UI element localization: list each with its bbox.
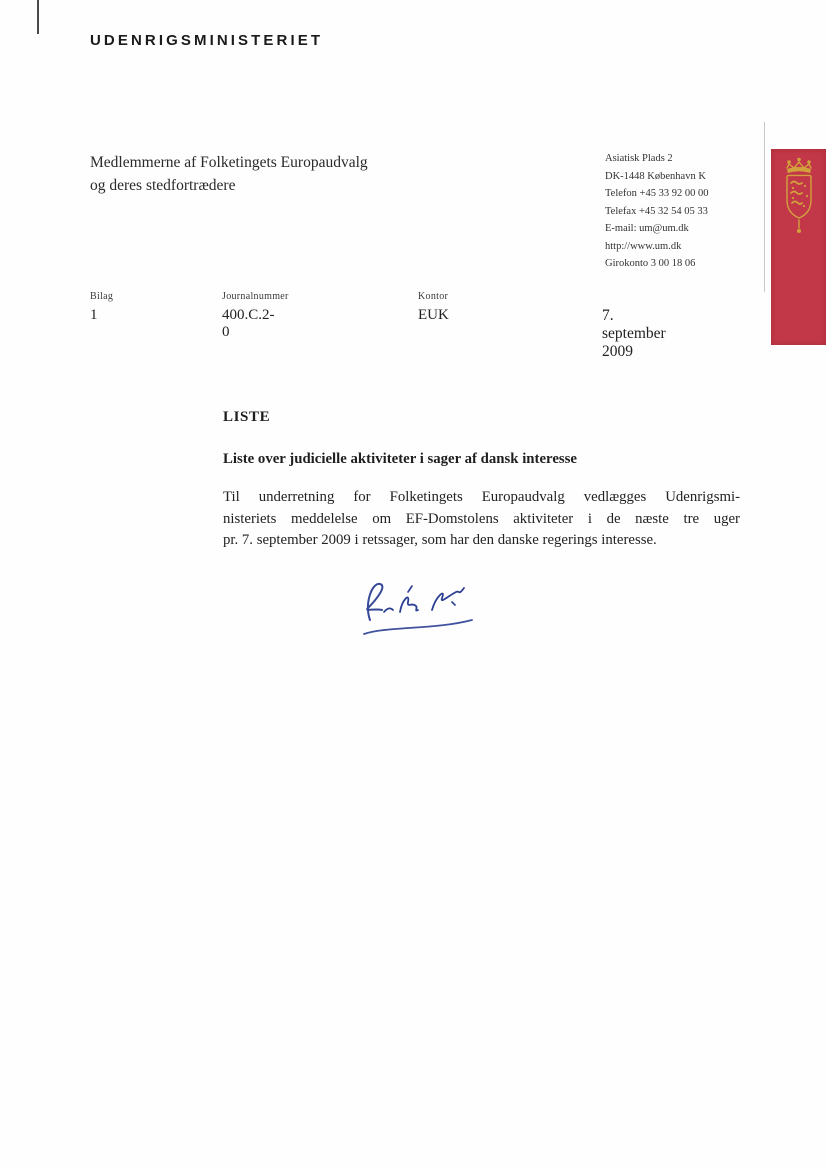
contact-block (605, 150, 708, 273)
paper-fold-mark (764, 122, 765, 292)
letter-date: 7. september 2009 (602, 307, 666, 360)
kontor-label: Kontor (418, 291, 449, 302)
body-paragraph (223, 487, 740, 552)
contact-phone: Telefon +45 33 92 00 00 (605, 188, 709, 199)
paragraph-line-2: nisteriets meddelelse om EF-Domstolens aktiviteter i de næste tre uger (223, 510, 740, 527)
document-title: LISTE (223, 409, 271, 425)
recipient-line-1: Medlemmerne af Folketingets Europaudvalg (90, 154, 368, 171)
contact-address-street: Asiatisk Plads 2 (605, 153, 673, 164)
contact-address-city: DK-1448 København K (605, 170, 706, 182)
journalnummer-label: Journalnummer (222, 291, 289, 302)
recipient-block (90, 151, 368, 197)
coat-of-arms-icon (778, 156, 820, 264)
contact-giro: Girokonto 3 00 18 06 (605, 258, 696, 269)
red-banner (771, 149, 826, 345)
document-subject: Liste over judicielle aktiviteter i sager af dansk interesse (223, 451, 577, 467)
paragraph-line-1: Til underretning for Folketingets Europaudvalg vedlægges Udenrigsmi- (223, 489, 740, 505)
journalnummer-value: 400.C.2-0 (222, 307, 275, 340)
contact-website: http://www.um.dk (605, 240, 682, 252)
contact-fax: Telefax +45 32 54 05 33 (605, 205, 708, 217)
scan-artifact-line (37, 0, 39, 34)
bilag-value: 1 (90, 307, 98, 323)
handwritten-signature (348, 568, 498, 658)
contact-email: E-mail: um@um.dk (605, 223, 689, 234)
bilag-label: Bilag (90, 291, 114, 302)
paragraph-line-3: pr. 7. september 2009 i retssager, som har den danske regerings interesse. (223, 532, 657, 548)
kontor-value: EUK (418, 307, 449, 323)
ministry-name: UDENRIGSMINISTERIET (90, 32, 324, 49)
recipient-line-2: og deres stedfortrædere (90, 177, 236, 194)
